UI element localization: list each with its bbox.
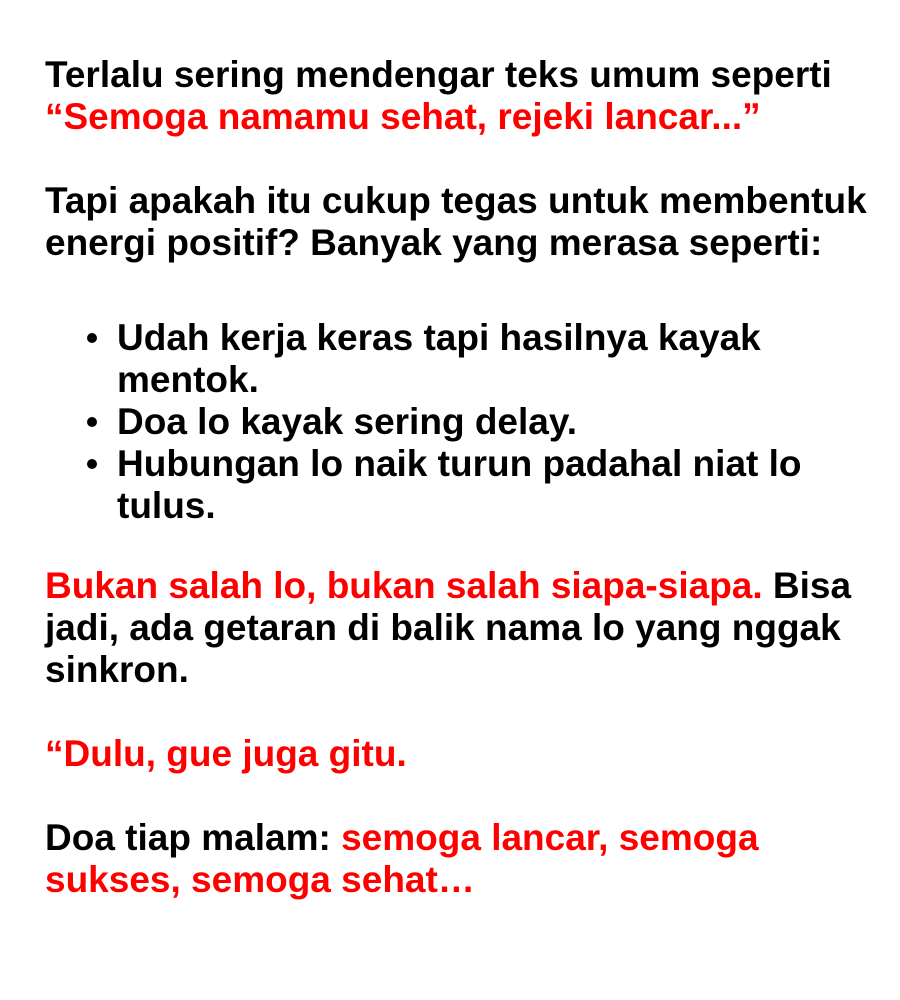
list-item-text: Udah kerja keras tapi hasilnya kayak mentok. <box>117 317 761 400</box>
reassure-rest-text: Bisa jadi, ada getaran di balik nama lo yang nggak sinkron. <box>45 565 852 690</box>
question-paragraph: Tapi apakah itu cukup tegas untuk membentuk energi positif? Banyak yang merasa seperti: <box>45 180 867 263</box>
prayer-lead-text: Doa tiap malam: <box>45 817 342 858</box>
document-body <box>45 54 875 901</box>
list-item <box>117 401 875 443</box>
reassure-highlight-text: Bukan salah lo, bukan salah siapa-siapa. <box>45 565 763 606</box>
reassure-paragraph <box>45 565 875 691</box>
prayer-highlight-text: semoga lancar, semoga sukses, semoga sehat… <box>45 817 759 900</box>
story-quote-paragraph: “Dulu, gue juga gitu. <box>45 733 407 774</box>
prayer-paragraph <box>45 817 875 901</box>
bullet-list <box>45 317 875 527</box>
list-item <box>117 443 875 527</box>
bullet-dot-icon <box>87 417 97 427</box>
list-item-text: Doa lo kayak sering delay. <box>117 401 577 442</box>
intro-quote-text: “Semoga namamu sehat, rejeki lancar...” <box>45 96 761 137</box>
intro-paragraph <box>45 54 875 138</box>
list-item-text: Hubungan lo naik turun padahal niat lo tulus. <box>117 443 802 526</box>
list-item <box>117 317 875 401</box>
intro-lead-text: Terlalu sering mendengar teks umum seperti <box>45 54 832 95</box>
bullet-dot-icon <box>87 333 97 343</box>
bullet-dot-icon <box>87 459 97 469</box>
